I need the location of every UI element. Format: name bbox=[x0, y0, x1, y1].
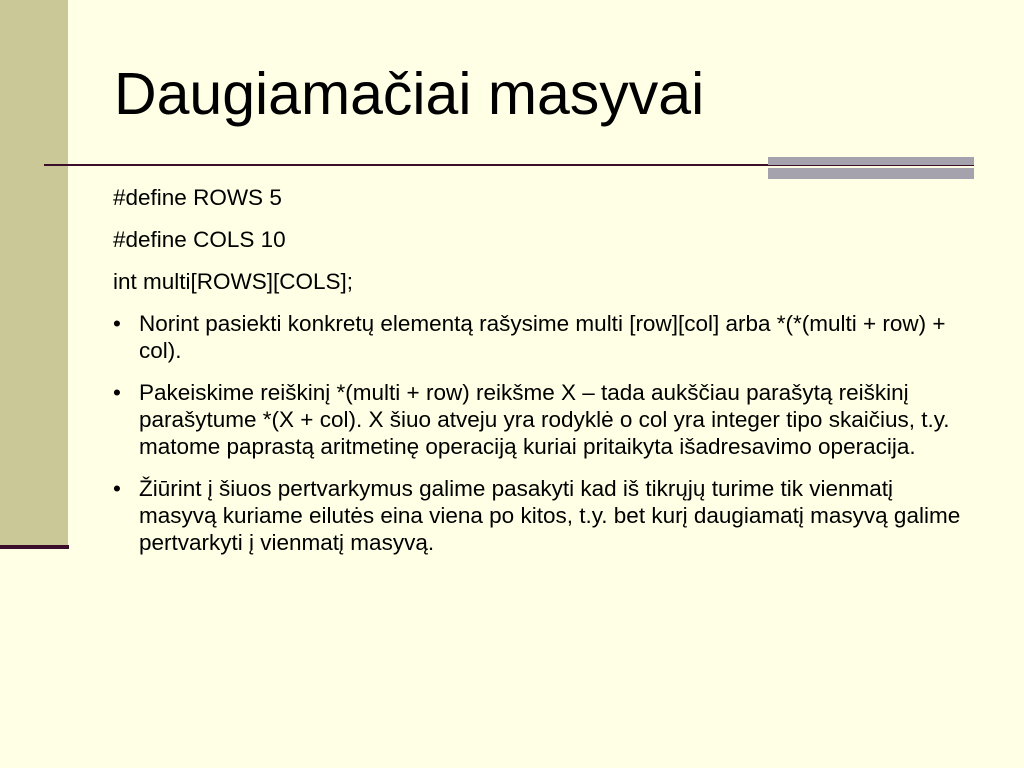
code-line-array-declaration: int multi[ROWS][COLS]; bbox=[113, 269, 354, 294]
bullet-icon: • bbox=[113, 380, 121, 405]
bullet-text-element-access: Norint pasiekti konkretų elementą rašysime multi [row][col] arba *(*(multi + row) + col). bbox=[139, 311, 946, 363]
bullet-text-pointer-substitution: Pakeiskime reiškinį *(multi + row) reikšme X – tada aukščiau parašytą reiškinį parašytume *(X + col). X šiuo atveju yra rodyklė o col yra integer tipo skaičius, t.y. matome paprastą aritmetinę operaciją kuriai pritaikyta išadresavimo operacija. bbox=[139, 380, 950, 459]
bullet-item bbox=[113, 379, 973, 460]
bullet-icon: • bbox=[113, 476, 121, 501]
slide-title: Daugiamačiai masyvai bbox=[114, 61, 705, 127]
code-line-define-cols: #define COLS 10 bbox=[113, 227, 286, 252]
code-line-define-rows: #define ROWS 5 bbox=[113, 185, 282, 210]
decorative-side-bar-underline bbox=[0, 545, 69, 549]
decorative-accent-bar-top bbox=[768, 157, 974, 165]
decorative-accent-bar-bottom bbox=[768, 168, 974, 179]
bullet-item bbox=[113, 310, 973, 364]
decorative-side-bar bbox=[0, 0, 68, 545]
bullet-item bbox=[113, 475, 973, 556]
bullet-icon: • bbox=[113, 311, 121, 336]
bullet-text-conclusion: Žiūrint į šiuos pertvarkymus galime pasakyti kad iš tikrųjų turime tik vienmatį masyvą kuriame eilutės eina viena po kitos, t.y. bet kurį daugiamatį masyvą galime pertvarkyti į vienmatį masyvą. bbox=[139, 476, 961, 555]
slide-body bbox=[113, 184, 973, 571]
